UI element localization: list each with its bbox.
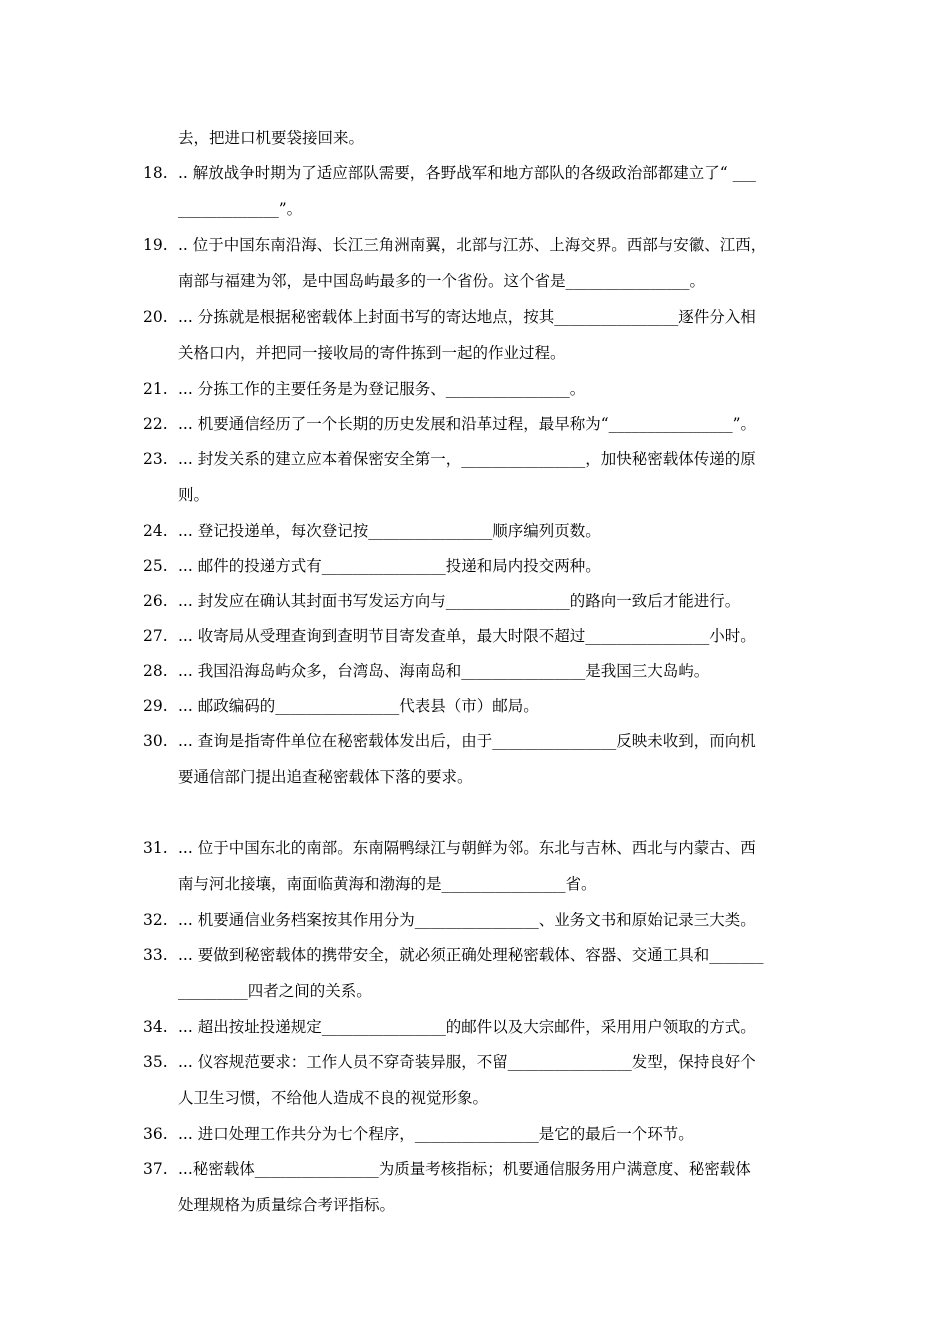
question-text-line: ... 机要通信业务档案按其作用分为________________、业务文书和原始记录三大类。 — [178, 911, 756, 929]
question-text-line: 人卫生习惯，不给他人造成不良的视觉形象。 — [178, 1089, 489, 1107]
question-17-continuation: 去，把进口机要袋接回来。 — [178, 129, 365, 147]
question-text-line: ... 进口处理工作共分为七个程序，________________是它的最后一个环节。 — [178, 1125, 694, 1143]
question-number: 25. — [143, 557, 168, 575]
question-text-line: 南与河北接壤，南面临黄海和渤海的是________________省。 — [178, 875, 597, 893]
question-number: 23. — [143, 450, 168, 468]
question-number: 34. — [143, 1018, 168, 1036]
question-text-line: 则。 — [178, 486, 210, 504]
question-text-line: ... 要做到秘密载体的携带安全，就必须正确处理秘密载体、容器、交通工具和_______ — [178, 946, 764, 964]
question-text-line: 要通信部门提出追查秘密载体下落的要求。 — [178, 768, 473, 786]
question-number: 35. — [143, 1053, 168, 1071]
question-text-line: ... 分拣工作的主要任务是为登记服务、________________。 — [178, 380, 586, 398]
question-number: 28. — [143, 662, 168, 680]
question-text-line: ... 仪容规范要求：工作人员不穿奇装异服，不留________________发型，保持良好个 — [178, 1053, 756, 1071]
question-text-line: ... 分拣就是根据秘密载体上封面书写的寄达地点，按其________________逐件分入相 — [178, 308, 756, 326]
question-number: 19. — [143, 236, 168, 254]
question-number: 31. — [143, 839, 168, 857]
question-text-line: ... 封发应在确认其封面书写发运方向与________________的路向一致后才能进行。 — [178, 592, 741, 610]
question-text-line: ... 我国沿海岛屿众多，台湾岛、海南岛和________________是我国三大岛屿。 — [178, 662, 710, 680]
question-text-line: ... 登记投递单，每次登记按________________顺序编列页数。 — [178, 522, 601, 540]
question-text-line: ... 查询是指寄件单位在秘密载体发出后，由于________________反映未收到，而向机 — [178, 732, 756, 750]
question-text-line: ... 收寄局从受理查询到查明节目寄发查单，最大时限不超过________________小时。 — [178, 627, 756, 645]
question-number: 18. — [143, 164, 168, 182]
question-text-line: _________四者之间的关系。 — [178, 982, 372, 1000]
question-text-line: ... 封发关系的建立应本着保密安全第一，________________，加快秘密载体传递的原 — [178, 450, 756, 468]
question-text-line: 关格口内，并把同一接收局的寄件拣到一起的作业过程。 — [178, 344, 566, 362]
question-number: 22. — [143, 415, 168, 433]
question-text-line: 南部与福建为邻，是中国岛屿最多的一个省份。这个省是________________。 — [178, 272, 706, 290]
question-number: 27. — [143, 627, 168, 645]
question-number: 30. — [143, 732, 168, 750]
question-text-line: ... 邮件的投递方式有________________投递和局内投交两种。 — [178, 557, 601, 575]
question-text-line: .. 解放战争时期为了适应部队需要，各野战军和地方部队的各级政治部都建立了“ ___ — [178, 164, 756, 182]
question-text-line: _____________”。 — [178, 200, 303, 218]
question-number: 32. — [143, 911, 168, 929]
question-text-line: 处理规格为质量综合考评指标。 — [178, 1196, 396, 1214]
question-number: 20. — [143, 308, 168, 326]
question-text-line: ...秘密载体________________为质量考核指标；机要通信服务用户满意度、秘密载体 — [178, 1160, 751, 1178]
question-text-line: ... 位于中国东北的南部。东南隔鸭绿江与朝鲜为邻。东北与吉林、西北与内蒙古、西 — [178, 839, 756, 857]
question-text-line: .. 位于中国东南沿海、长江三角洲南翼，北部与江苏、上海交界。西部与安徽、江西， — [178, 236, 767, 254]
question-number: 29. — [143, 697, 168, 715]
question-number: 26. — [143, 592, 168, 610]
question-number: 21. — [143, 380, 168, 398]
question-number: 24. — [143, 522, 168, 540]
question-number: 33. — [143, 946, 168, 964]
question-text-line: ... 机要通信经历了一个长期的历史发展和沿革过程，最早称为“________________”。 — [178, 415, 757, 433]
question-text-line: ... 超出按址投递规定________________的邮件以及大宗邮件，采用用户领取的方式。 — [178, 1018, 756, 1036]
question-number: 37. — [143, 1160, 168, 1178]
question-text-line: ... 邮政编码的________________代表县（市）邮局。 — [178, 697, 539, 715]
question-number: 36. — [143, 1125, 168, 1143]
